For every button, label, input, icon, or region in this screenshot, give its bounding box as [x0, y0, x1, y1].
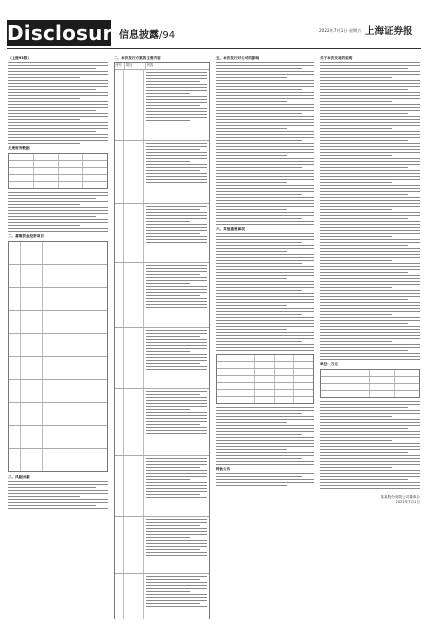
column-3: [216, 54, 314, 619]
text-block: [320, 62, 420, 360]
table-header-cell: 项目: [125, 63, 146, 69]
financial-table: [8, 153, 108, 189]
section-heading: 五、本次发行对公司的影响: [216, 56, 260, 60]
masthead: [7, 20, 421, 46]
column-1-heading: （上接93版）: [8, 56, 31, 60]
column-4: [320, 54, 420, 619]
text-block: [8, 192, 108, 232]
section-heading: 二、募集资金投资项目: [8, 234, 44, 238]
data-table: [216, 354, 314, 404]
offering-table: [114, 62, 210, 619]
text-block: [320, 401, 420, 489]
brand-logo: Disclosure: [7, 21, 127, 45]
header-rule: [7, 48, 421, 49]
section-name: 信息披露: [119, 30, 159, 41]
text-block: [216, 473, 314, 486]
table-header-cell: 序号: [115, 63, 125, 69]
column-2: [114, 54, 210, 619]
table-title: 主要财务数据: [8, 146, 30, 150]
page-number: /94: [159, 30, 176, 41]
section-heading: 三、风险因素: [8, 475, 30, 479]
table-header-cell: 内容: [146, 63, 154, 67]
section-heading: 关于本次交易的说明: [320, 56, 353, 60]
text-block: [8, 62, 108, 144]
column-1: [8, 54, 108, 619]
newspaper-name: 上海证券报: [365, 26, 413, 37]
summary-table: [320, 369, 420, 398]
signoff-company: 某某股份有限公司董事会: [380, 495, 420, 499]
signoff: [320, 495, 420, 504]
section-title: [119, 26, 175, 41]
signoff-date: 2022年7月1日: [395, 499, 420, 504]
issue-date: 2022年7月1日 星期五: [319, 28, 362, 33]
text-block: [216, 233, 314, 351]
project-table: [8, 241, 108, 472]
text-block: [216, 407, 314, 465]
table-title: 二、本次发行方案的主要内容: [114, 56, 161, 60]
text-block: [8, 481, 108, 509]
table-title: 单位：万元: [320, 362, 338, 366]
text-block: [216, 62, 314, 225]
section-heading: 六、其他重要事项: [216, 227, 245, 231]
section-heading: 特此公告: [216, 467, 231, 471]
